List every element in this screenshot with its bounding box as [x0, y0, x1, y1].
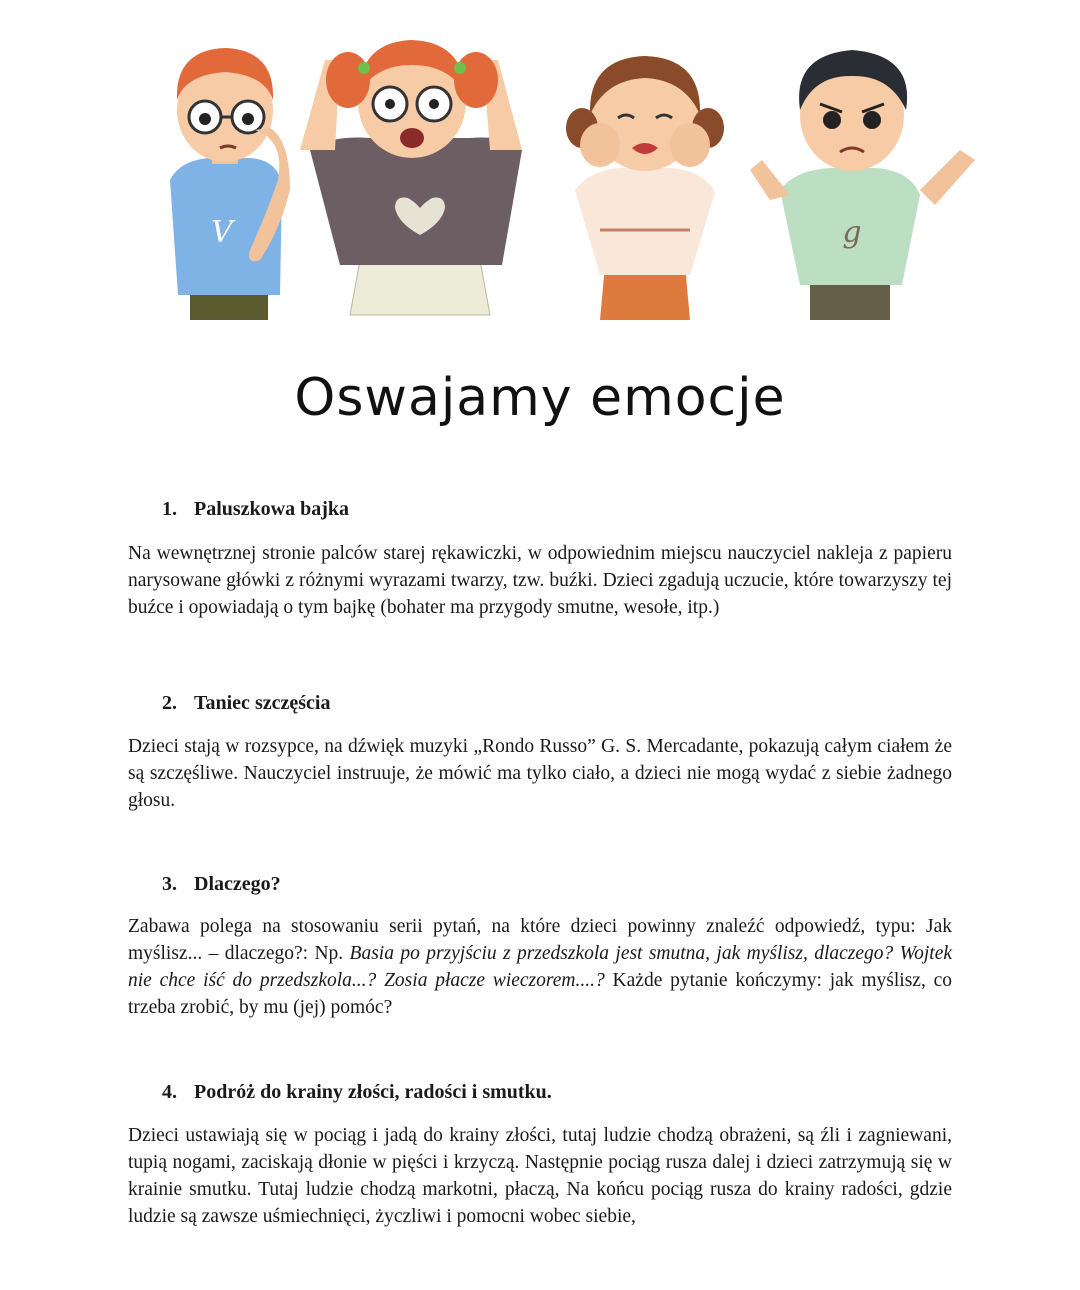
section-number: 1. [162, 498, 177, 520]
shirt-letter-v: V [211, 215, 233, 250]
section-number: 2. [162, 692, 177, 714]
scared-girl-figure [300, 40, 522, 315]
section-number: 3. [162, 873, 177, 895]
angry-boy-figure [750, 50, 975, 320]
section-title: Podróż do krainy złości, radości i smutku. [194, 1081, 552, 1103]
children-emotions-illustration [150, 20, 980, 320]
section-text-1: Na wewnętrznej stronie palców starej rękawiczki, w odpowiednim miejscu nauczyciel nakleja z papieru narysowane główki z różnymi wyrazami twarzy, tzw. buźki. Dzieci zgadują uczucie, które towarzyszy tej buźce i opowiadają o tym bajkę (bohater ma przygody smutne, wesołe, itp.) [128, 543, 952, 618]
section-title: Taniec szczęścia [194, 692, 331, 714]
section-heading-4 [162, 1081, 552, 1104]
section-text-4: Dzieci ustawiają się w pociąg i jadą do krainy złości, tutaj ludzie chodzą obrażeni, są źli i zagniewani, tupią nogami, zaciskają dłonie w pięści i krzyczą. Następnie pociąg rusza dalej i dzieci zatrzymują się w krainie smutku. Tutaj ludzie chodzą markotni, płaczą, Na końcu pociąg rusza do krainy radości, gdzie ludzie są zawsze uśmiechnięci, życzliwi i pomocni wobec siebie, [128, 1125, 952, 1227]
page-title: Oswajamy emocje [294, 368, 786, 428]
thinking-boy-figure [170, 48, 290, 320]
section-text-examples: Basia po przyjściu z przedszkola jest smutna, jak myślisz, dlaczego? Wojtek nie chce iść do przedszkola...? Zosia płacze wieczorem....? [128, 943, 953, 991]
crying-girl-figure [566, 56, 724, 320]
section-title: Paluszkowa bajka [194, 498, 350, 520]
section-text-outro: Każde pytanie kończymy: jak myślisz, co trzeba zrobić, by mu (jej) pomóc? [128, 970, 953, 1018]
section-text-2: Dzieci stają w rozsypce, na dźwięk muzyki „Rondo Russo” G. S. Mercadante, pokazują całym ciałem że są szczęśliwe. Nauczyciel instruuje, że mówić ma tylko ciało, a dzieci nie mogą wydać z siebie żadnego głosu. [128, 736, 952, 811]
section-number: 4. [162, 1081, 177, 1103]
section-heading-3 [162, 873, 281, 896]
section-heading-2 [162, 692, 330, 715]
section-text-intro: Zabawa polega na stosowaniu serii pytań, na które dzieci powinny znaleźć odpowiedź, typu: Jak myślisz... – dlaczego?: Np. [128, 916, 952, 964]
shirt-letter-g: g [842, 215, 862, 250]
section-title: Dlaczego? [194, 873, 281, 895]
section-heading-1 [162, 498, 349, 521]
section-text-3 [128, 913, 952, 1021]
